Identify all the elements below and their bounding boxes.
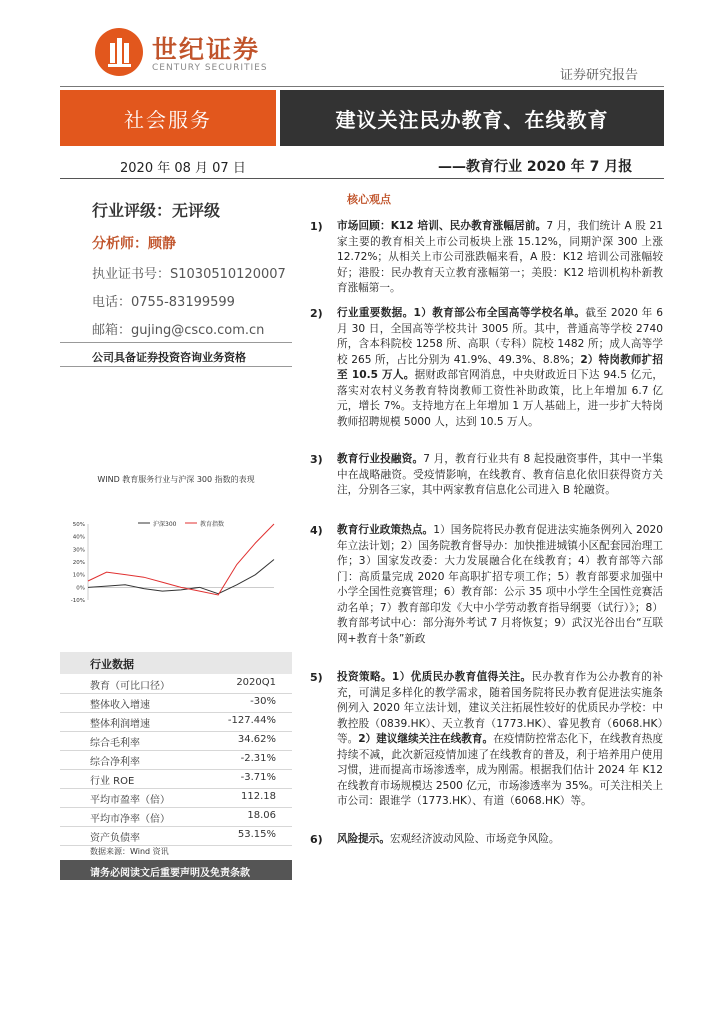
divider xyxy=(60,366,292,367)
table-row xyxy=(60,826,292,846)
analyst-name: 分析师：顾静 xyxy=(92,236,176,252)
table-row xyxy=(60,769,292,789)
row-value: -127.44% xyxy=(227,715,276,726)
row-label: 平均市盈率（倍） xyxy=(90,795,170,806)
y-tick-label: 40% xyxy=(72,534,85,541)
logo-text-cn: 世纪证券 xyxy=(152,35,261,64)
y-tick-label: 0% xyxy=(76,585,85,592)
sector-label: 社会服务 xyxy=(60,90,276,146)
row-label: 行业 ROE xyxy=(90,776,135,787)
item-number: 3) xyxy=(310,453,323,466)
paragraph-text: 在疫情防控常态化下，在线教育热度持续不减，此次新冠疫情加速了在线教育的普及，利于培养用户使用习惯，进而提高市场渗透率，成为刚需。根据我们估计 2024 年 K12 在线教育市场规模达 2500 亿元，市场渗透率为 35%。可关注相关上市公司：跟谁学（1773.HK）、有道（6068.HK）等。 xyxy=(337,733,664,807)
divider xyxy=(60,342,292,343)
core-view-paragraph xyxy=(337,306,663,430)
row-value: -3.71% xyxy=(240,772,276,783)
chart-title: WIND 教育服务行业与沪深 300 指数的表现 xyxy=(97,475,255,484)
table-row xyxy=(60,731,292,751)
row-label: 教育（可比口径） xyxy=(90,681,170,692)
row-value: 2020Q1 xyxy=(236,677,276,688)
row-label: 平均市净率（倍） xyxy=(90,814,170,825)
report-date: 2020 年 08 月 07 日 xyxy=(120,161,246,176)
legend-label-hs300: 沪深300 xyxy=(153,521,177,528)
row-value: 34.62% xyxy=(237,734,276,745)
legend-label-edu: 教育指数 xyxy=(200,521,225,528)
item-number: 2) xyxy=(310,307,323,320)
item-number: 4) xyxy=(310,524,323,537)
divider xyxy=(60,86,664,87)
logo-text-en: CENTURY SECURITIES xyxy=(152,63,268,73)
paragraph-text: 宏观经济波动风险、市场竞争风险。 xyxy=(389,833,560,845)
series-line-1 xyxy=(88,524,274,595)
paragraph-heading: 教育行业投融资。 xyxy=(337,453,424,465)
core-view-paragraph xyxy=(337,452,663,499)
core-view-paragraph xyxy=(337,670,663,810)
report-title: 建议关注民办教育、在线教育 xyxy=(280,90,664,146)
core-view-paragraph xyxy=(337,832,663,848)
row-value: 18.06 xyxy=(247,810,276,821)
row-label: 资产负债率 xyxy=(90,833,140,844)
table-row xyxy=(60,807,292,827)
industry-data-header xyxy=(60,652,292,674)
disclaimer-text: 请务必阅读文后重要声明及免责条款 xyxy=(90,868,250,879)
table-row xyxy=(60,674,292,694)
table-row xyxy=(60,750,292,770)
qualification-statement: 公司具备证券投资咨询业务资格 xyxy=(92,351,246,364)
paragraph-text: 1）国务院将民办教育促进法实施条例列入 2020 年立法计划；2）国务院教育督导办：加快推进城镇小区配套园治理工作；3）国家发改委：大力发展融合化在线教育；4）教育部等六部门：高质量完成 2020 年高职扩招专项工作；5）教育部要求加强中小学全国性竞赛管理；6）教育部：公示 35 项中小学生全国性竞赛活动名单；7）教育部印发《大中小学劳动教育指导纲要（试行）》；8）教育部考试中心：部分海外考试 7 月将恢复；9）武汉光谷出台“互联网+教育十条”新政 xyxy=(337,524,663,645)
row-label: 整体利润增速 xyxy=(90,719,150,730)
paragraph-text: 民办教育作为公办教育的补充，可满足多样化的教学需求，随着国务院将民办教育促进法实施条例列入 2020 年立法计划，建议关注拓展性较好的优质民办学校：中教控股（0839.HK）、天立教育（1773.HK）、睿见教育（6068.HK）等。 xyxy=(337,671,663,745)
phone: 电话：0755-83199599 xyxy=(92,295,235,310)
industry-data-title: 行业数据 xyxy=(90,658,134,671)
data-source: 数据来源：Wind 资讯 xyxy=(90,847,169,856)
series-line-0 xyxy=(88,559,274,593)
divider xyxy=(60,178,664,179)
table-row xyxy=(60,712,292,732)
row-value: -30% xyxy=(250,696,276,707)
paragraph-text: 截至 2020 年 6 月 30 日，全国高等学校共计 3005 所。其中，普通高等学校 2740 所，含本科院校 1258 所、高职（专科）院校 1482 所；成人高等学校 265 所，占比分别为 41.9%、49.3%、8.8%； xyxy=(337,307,663,366)
y-tick-label: -10% xyxy=(70,598,85,604)
row-value: 53.15% xyxy=(237,829,276,840)
report-subtitle: ——教育行业 2020 年 7 月报 xyxy=(438,159,633,175)
table-row xyxy=(60,693,292,713)
paragraph-heading: 市场回顾：K12 培训、民办教育涨幅居前。 xyxy=(337,220,547,232)
core-views-heading: 核心观点 xyxy=(347,193,391,206)
paragraph-heading: 教育行业政策热点。 xyxy=(337,524,434,536)
table-row xyxy=(60,788,292,808)
disclaimer-banner xyxy=(60,860,292,880)
y-tick-label: 50% xyxy=(72,522,85,528)
performance-chart xyxy=(60,488,292,608)
paragraph-text: 7 月，我们统计 A 股 21 家主要的教育相关上市公司板块上涨 15.12%，同期沪深 300 上涨 12.72%；从相关上市公司涨跌幅来看，A 股：K12 培训公司涨幅较好；港股：民办教育天立教育涨幅第一；美股：K12 培训机构朴新教育涨幅第一。 xyxy=(337,220,664,294)
y-tick-label: 20% xyxy=(72,560,85,566)
item-number: 5) xyxy=(310,671,323,684)
row-label: 综合毛利率 xyxy=(90,738,140,749)
paragraph-heading: 2）特岗教师扩招至 10.5 万人。 xyxy=(337,353,663,381)
paragraph-heading: 风险提示。 xyxy=(337,833,390,845)
core-view-paragraph xyxy=(337,219,663,297)
email[interactable]: 邮箱：gujing@csco.com.cn xyxy=(92,323,265,338)
item-number: 6) xyxy=(310,833,323,846)
item-number: 1) xyxy=(310,220,323,233)
row-value: -2.31% xyxy=(240,753,276,764)
y-tick-label: 10% xyxy=(72,572,85,579)
paragraph-heading: 2）建议继续关注在线教育。 xyxy=(358,733,494,745)
logo-icon xyxy=(95,28,143,76)
row-value: 112.18 xyxy=(241,791,276,802)
license-number: 执业证书号：S1030510120007 xyxy=(92,267,286,282)
row-label: 综合净利率 xyxy=(90,757,140,768)
paragraph-text: 据财政部官网消息，中央财政近日下达 94.5 亿元，落实对农村义务教育特岗教师工资性补助政策，比上年增加 6.7 亿元，增长 7%。支持地方在上年增加 1 万人基础上，进一步扩大特岗教师招聘规模 5000 人，达到 10.5 万人。 xyxy=(337,369,664,428)
report-type: 证券研究报告 xyxy=(560,68,639,83)
paragraph-heading: 行业重要数据。1）教育部公布全国高等学校名单。 xyxy=(337,307,586,319)
paragraph-text: 7 月，教育行业共有 8 起投融资事件，其中一半集中在战略融资。受疫情影响，在线教育、教育信息化依旧获得资方关注，分别各三家，其中两家教育信息化公司进入 B 轮融资。 xyxy=(337,453,663,496)
row-label: 整体收入增速 xyxy=(90,700,150,711)
y-tick-label: 30% xyxy=(72,547,85,554)
industry-rating: 行业评级：无评级 xyxy=(92,201,221,220)
paragraph-heading: 投资策略。1）优质民办教育值得关注。 xyxy=(337,671,532,683)
core-view-paragraph xyxy=(337,523,663,647)
